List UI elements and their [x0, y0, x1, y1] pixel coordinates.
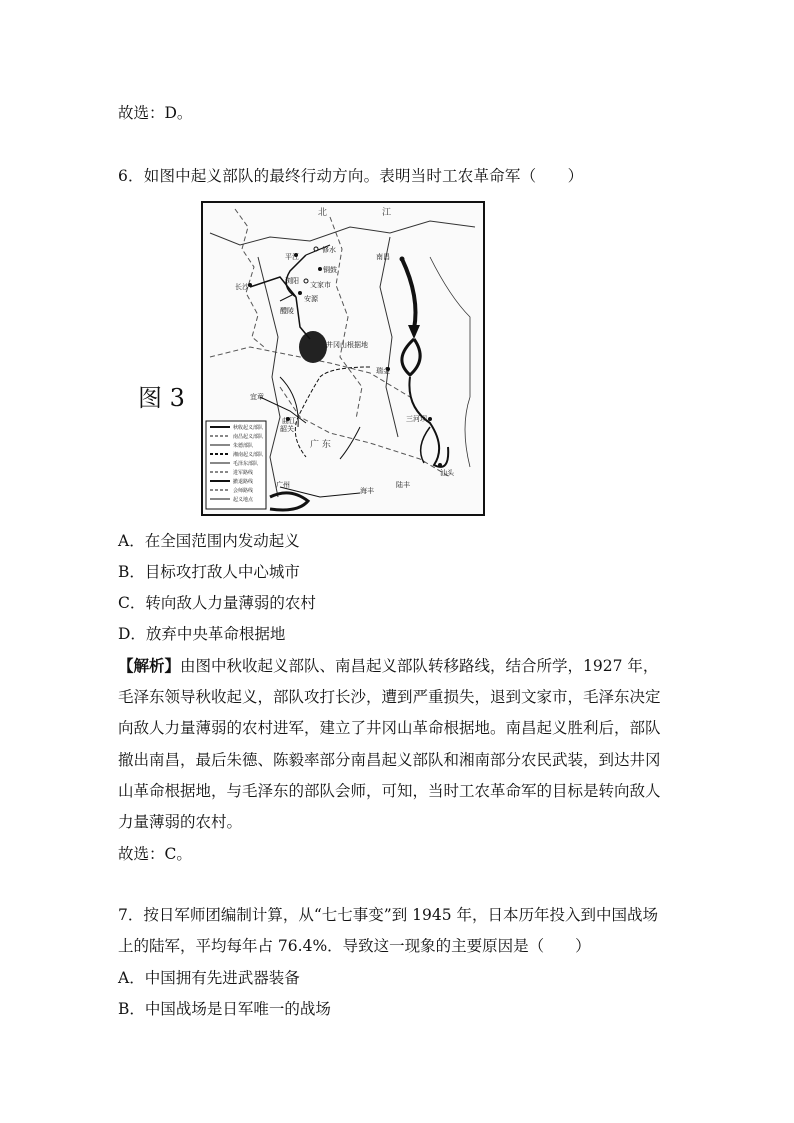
- map-label-guangzhou: 广州: [276, 481, 290, 489]
- answer-6: 故选：C。: [118, 845, 192, 863]
- map-label-qujiang: 曲江: [282, 417, 296, 425]
- map-label-anyuan: 安源: [304, 295, 318, 303]
- legend-label: 朱德部队: [233, 443, 254, 449]
- map-label-sanheba: 三河坝: [406, 415, 427, 423]
- map-label-haifeng: 海丰: [360, 487, 374, 495]
- legend-label: 南昌起义部队: [233, 434, 264, 440]
- map-label-wenjiashi: 文家市: [310, 281, 331, 289]
- map-label-liling: 醴陵: [280, 307, 294, 315]
- option-6a: A．在全国范围内发动起义: [118, 532, 300, 550]
- option-7b: B．中国战场是日军唯一的战场: [118, 1000, 331, 1018]
- map-label-yizhang: 宜章: [250, 393, 264, 401]
- legend-label: 撤退路线: [233, 479, 254, 485]
- prev-answer: 故选：D。: [118, 104, 193, 122]
- map-label-nanchang: 南昌: [376, 253, 390, 261]
- map-label-liuyang: 浏阳: [285, 277, 299, 285]
- legend-label: 秋收起义部队: [233, 425, 264, 431]
- map-label-changsha: 长沙: [235, 283, 249, 291]
- analysis-line-1: [118, 654, 658, 676]
- analysis-tag: 【解析】: [118, 657, 181, 675]
- legend-label: 进军路线: [233, 470, 254, 476]
- analysis-line-4: 撤出南昌，最后朱德、陈毅率部分南昌起义部队和湘南部分农民武装，到达井冈: [118, 751, 661, 769]
- map-label-jinggangshan: 井冈山根据地: [326, 341, 368, 349]
- legend-label: 湘南起义部队: [233, 452, 264, 458]
- option-6b: B．目标攻打敌人中心城市: [118, 563, 300, 581]
- map-label-lufeng: 陆丰: [396, 481, 410, 489]
- question-6-stem: 6．如图中起义部队的最终行动方向。表明当时工农革命军（ ）: [118, 167, 584, 185]
- option-6c: C．转向敌人力量薄弱的农村: [118, 594, 316, 612]
- map-label-shantou: 汕头: [440, 469, 454, 477]
- analysis-line-6: 力量薄弱的农村。: [118, 813, 243, 831]
- analysis-line-2: 毛泽东领导秋收起义，部队攻打长沙，遭到严重损失，退到文家市，毛泽东决定: [118, 688, 661, 706]
- analysis-line-3: 向敌人力量薄弱的农村进军，建立了井冈山革命根据地。南昌起义胜利后，部队: [118, 719, 661, 737]
- map-label-tonggu: 铜鼓: [323, 266, 337, 274]
- legend-label: 毛泽东部队: [233, 461, 259, 467]
- historical-route-map: [130, 197, 490, 517]
- map-label-pingjiang: 平江: [285, 253, 299, 261]
- option-7a: A．中国拥有先进武器装备: [118, 969, 300, 987]
- analysis-line-5: 山革命根据地，与毛泽东的部队会师，可知，当时工农革命军的目标是转向敌人: [118, 782, 661, 800]
- map-text-top2: 江: [382, 208, 392, 218]
- map-label-shaoguan: 韶关: [280, 425, 294, 433]
- map-label-ruijin: 瑞金: [376, 367, 390, 375]
- option-6d: D．放弃中央革命根据地: [118, 625, 286, 643]
- analysis-text-1: 由图中秋收起义部队、南昌起义部队转移路线，结合所学，1927 年，: [180, 657, 659, 675]
- map-text-top1: 北: [318, 208, 328, 218]
- legend-label: 起义地点: [233, 497, 254, 503]
- question-7-stem-line-2: 上的陆军，平均每年占 76.4%．导致这一现象的主要原因是（ ）: [118, 937, 591, 955]
- question-7-stem-line-1: 7．按日军师团编制计算，从“七七事变”到 1945 年，日本历年投入到中国战场: [118, 906, 659, 924]
- map-label-xiushui: 修水: [322, 246, 336, 254]
- legend-label: 会师路线: [233, 488, 254, 494]
- figure-label: 图 3: [138, 384, 185, 412]
- map-label-guangdong: 广 东: [310, 440, 331, 450]
